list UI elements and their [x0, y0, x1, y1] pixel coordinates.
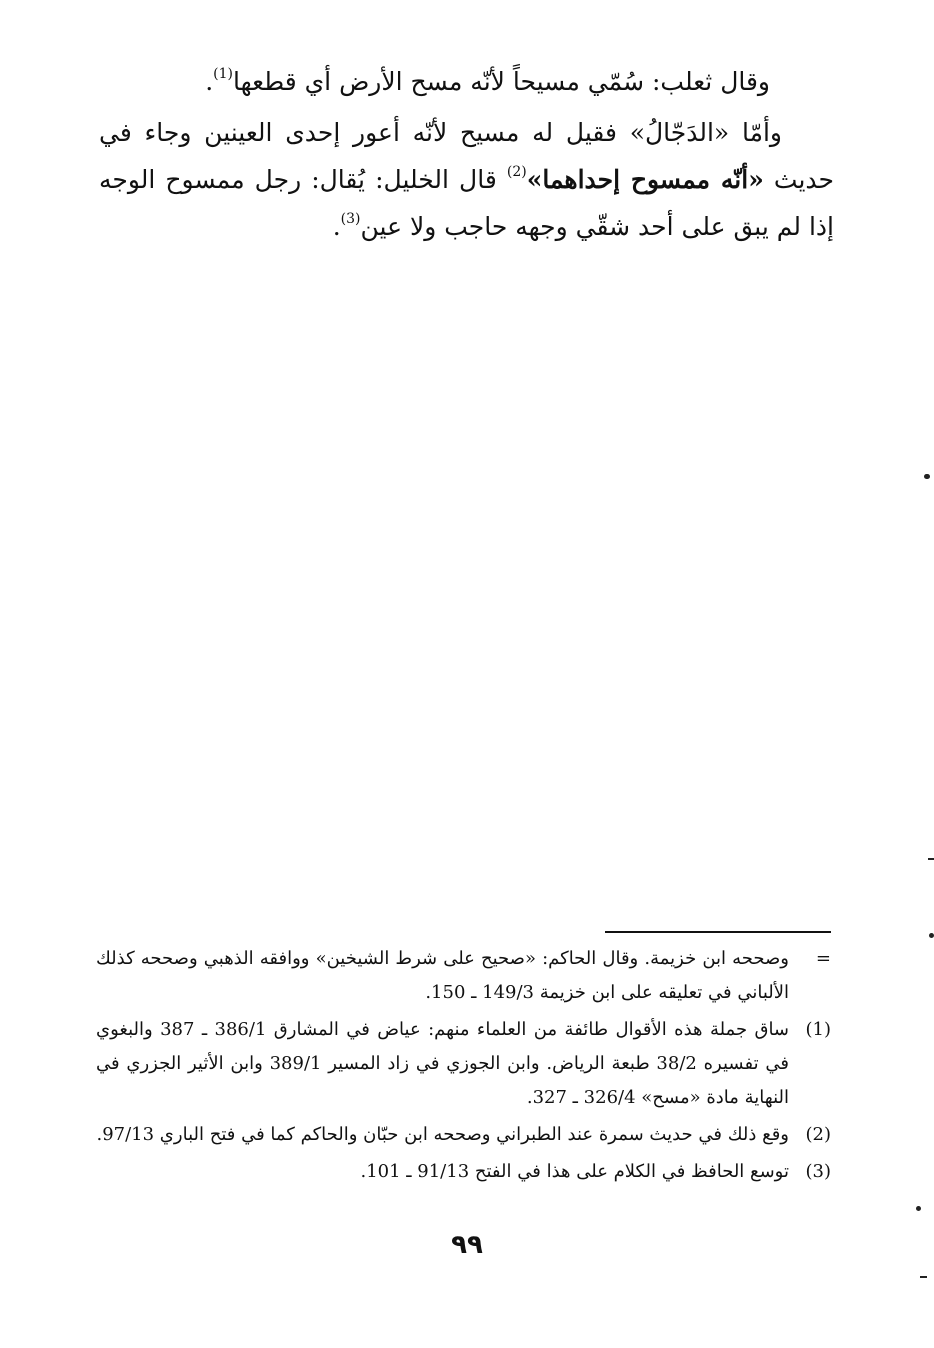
- footnote-separator: [605, 931, 831, 933]
- footnote-text: وقع ذلك في حديث سمرة عند الطبراني وصححه ابن حبّان والحاكم كما في فتح الباري 97/13.: [96, 1124, 789, 1145]
- footnote-marker: =: [815, 948, 831, 969]
- main-text: [99, 58, 834, 250]
- paragraph-1-text: وقال ثعلب: سُمّي مسيحاً لأنّه مسح الأرض أي قطعها: [233, 67, 770, 96]
- paragraph-dajjal: [99, 109, 834, 250]
- footnote-2: [96, 1118, 831, 1152]
- paragraph-2-part-1: وأمّا «الدَجّالُ» فقيل له مسيح لأنّه أعور إحدى العينين وجاء في حديث: [99, 118, 834, 194]
- footnote-ref-3: (3): [340, 210, 361, 227]
- scan-speck: [928, 858, 934, 860]
- scan-speck: [916, 1206, 921, 1211]
- page-number: ٩٩: [451, 1230, 483, 1260]
- footnote-1: [96, 1013, 831, 1115]
- footnote-text: وصححه ابن خزيمة. وقال الحاكم: «صحيح على شرط الشيخين» ووافقه الذهبي وصححه كذلك الألباني في تعليقه على ابن خزيمة 149/3 ـ 150.: [96, 948, 789, 1003]
- footnote-marker: (2): [805, 1124, 831, 1145]
- footnote-marker: (1): [805, 1019, 831, 1040]
- footnote-text: ساق جملة هذه الأقوال طائفة من العلماء منهم: عياض في المشارق 386/1 ـ 387 والبغوي في تفسيره 38/2 طبعة الرياض. وابن الجوزي في زاد المسير 389/1 وابن الأثير الجزري في النهاية مادة «مسح» 326/4 ـ 327.: [96, 1019, 790, 1108]
- footnotes: [96, 942, 831, 1192]
- scan-speck: [920, 1276, 927, 1278]
- footnote-3: [96, 1155, 831, 1189]
- paragraph-2-end: .: [332, 212, 341, 241]
- paragraph-tha-lab: [99, 58, 834, 105]
- paragraph-1-end: .: [205, 67, 214, 96]
- scan-speck: [924, 474, 930, 479]
- footnote-ref-1: (1): [213, 65, 233, 82]
- scan-speck: [929, 933, 934, 938]
- footnote-continuation: [96, 942, 831, 1010]
- hadith-quote: «أنّه ممسوح إحداهما»: [526, 165, 764, 194]
- footnote-marker: (3): [805, 1161, 831, 1182]
- footnote-text: توسع الحافظ في الكلام على هذا في الفتح 91/13 ـ 101.: [360, 1161, 789, 1182]
- paragraph-2-part-2: قال الخليل: يُقال: رجل ممسوح الوجه إذا لم يبق على أحد شقّي وجهه حاجب ولا عين: [99, 165, 834, 241]
- footnote-ref-2: (2): [506, 163, 527, 180]
